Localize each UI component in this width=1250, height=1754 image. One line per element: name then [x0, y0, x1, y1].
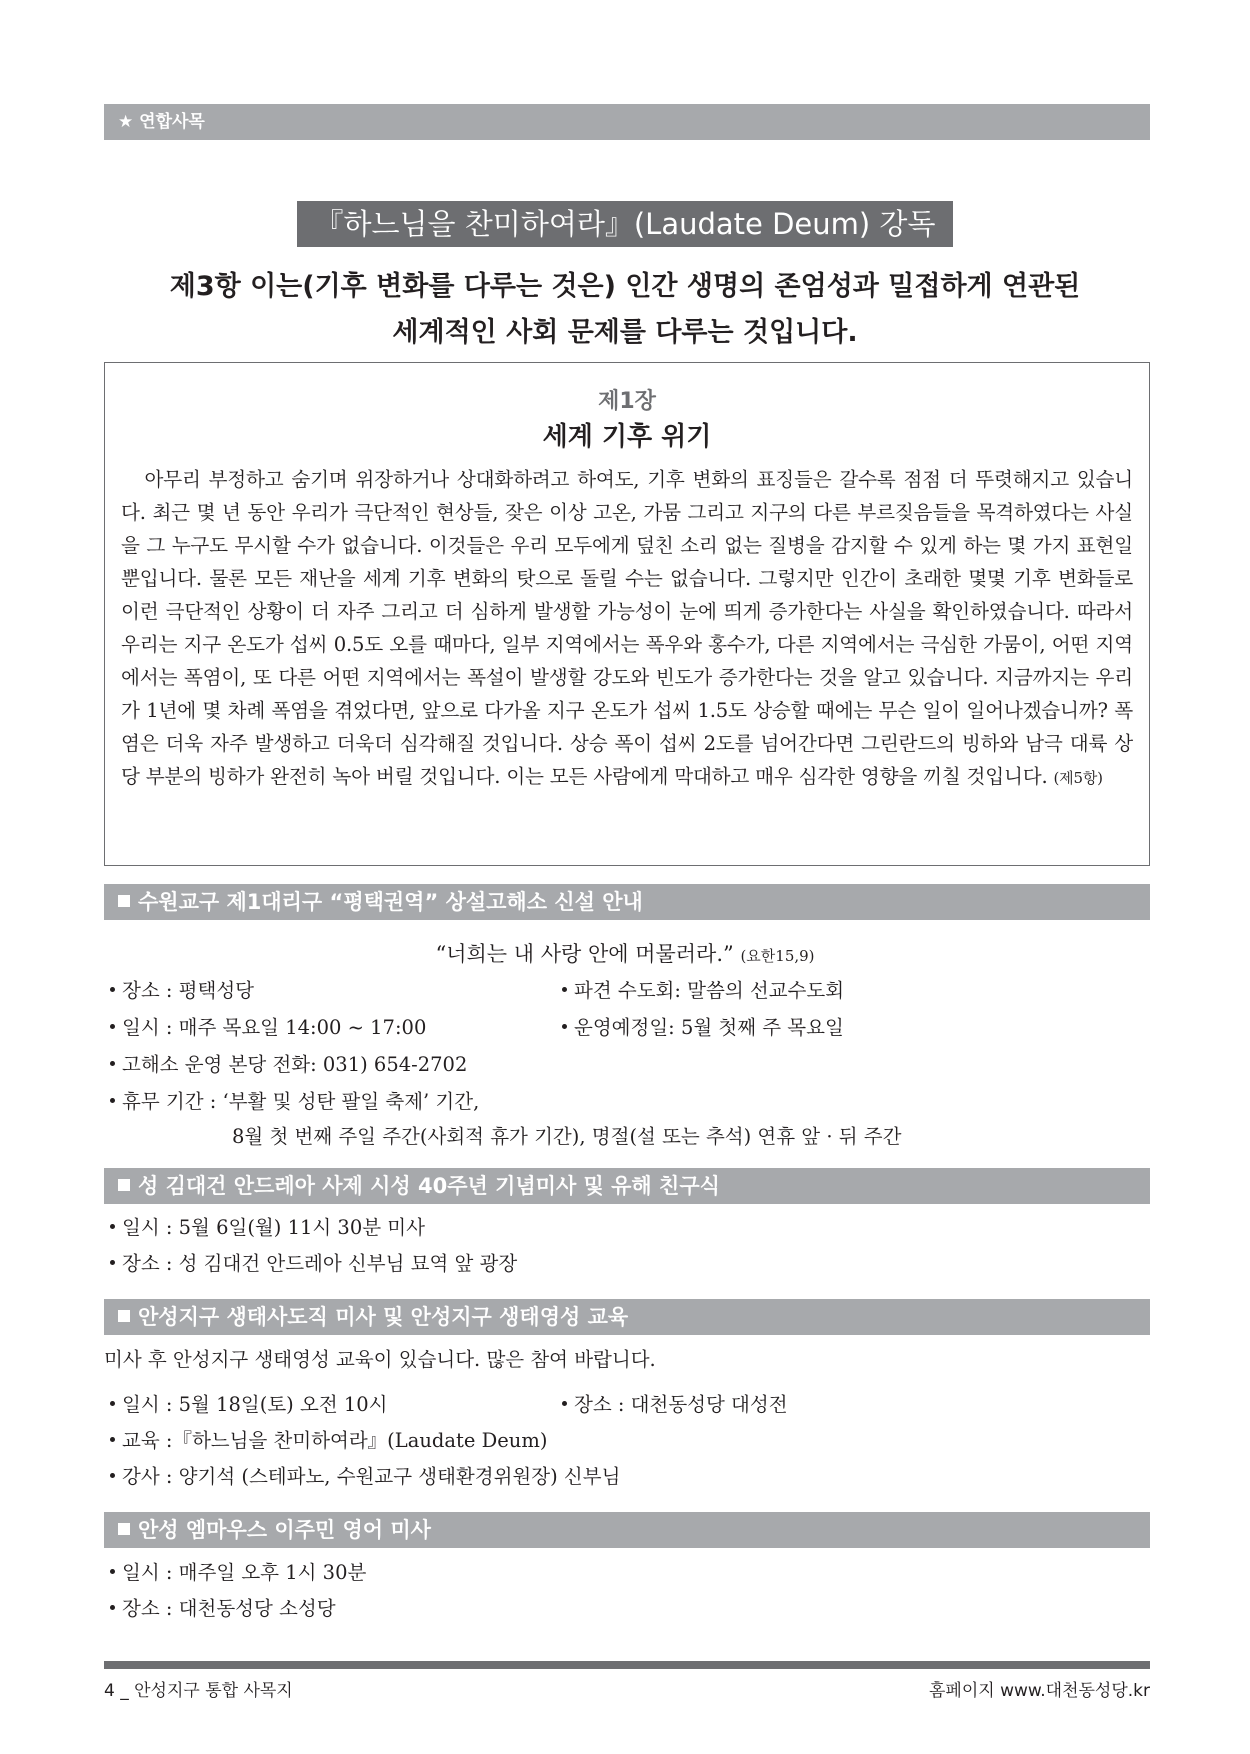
- square-bullet-icon: [118, 1310, 130, 1322]
- notice-confession-start-text: 운영예정일: 5월 첫째 주 목요일: [574, 1016, 844, 1039]
- notice-confession-closed-text: 휴무 기간 : ‘부활 및 성탄 팔일 축제’ 기간,: [122, 1090, 480, 1113]
- excerpt-body: [121, 463, 1133, 795]
- notice-ecology-lecturer: [110, 1460, 620, 1494]
- bible-verse-ref: (요한15,9): [740, 947, 815, 965]
- bullet-icon: [110, 1260, 115, 1265]
- bullet-icon: [110, 1401, 115, 1406]
- notice-ecology-heading: 안성지구 생태사도직 미사 및 안성지구 생태영성 교육: [138, 1305, 629, 1329]
- notice-ecology-lecturer-text: 강사 : 양기석 (스테파노, 수원교구 생태환경위원장) 신부님: [122, 1465, 621, 1488]
- notice-anniversary-heading-bar: [104, 1168, 1150, 1204]
- chapter-title: 세계 기후 위기: [542, 422, 712, 452]
- bullet-icon: [110, 1224, 115, 1229]
- excerpt-text: 아무리 부정하고 숨기며 위장하거나 상대화하려고 하여도, 기후 변화의 표징들은 갈수록 점점 더 뚜렷해지고 있습니다. 최근 몇 년 동안 우리가 극단적인 현상들, 잦은 이상 고온, 가뭄 그리고 지구의 다른 부르짖음들을 목격하였다는 사실을 그 누구도 무시할 수가 없습니다. 이것들은 우리 모두에게 덮친 소리 없는 질병을 감지할 수 있게 하는 몇 가지 표현일 뿐입니다. 물론 모든 재난을 세계 기후 변화의 탓으로 돌릴 수는 없습니다. 그렇지만 인간이 초래한 몇몇 기후 변화들로 이런 극단적인 상황이 더 자주 그리고 더 심하게 발생할 가능성이 눈에 띄게 증가한다는 사실을 확인하였습니다. 따라서 우리는 지구 온도가 섭씨 0.5도 오를 때마다, 일부 지역에서는 폭우와 홍수가, 다른 지역에서는 극심한 가뭄이, 어떤 지역에서는 폭염이, 또 다른 어떤 지역에서는 폭설이 발생할 강도와 빈도가 증가한다는 것을 알고 있습니다. 지금까지는 우리가 1년에 몇 차례 폭염을 겪었다면, 앞으로 다가올 지구 온도가 섭씨 1.5도 상승할 때에는 무슨 일이 일어나겠습니까? 폭염은 더욱 자주 발생하고 더욱더 심각해질 것입니다. 상승 폭이 섭씨 2도를 넘어간다면 그린란드의 빙하와 남극 대륙 상당 부분의 빙하가 완전히 녹아 버릴 것입니다. 이는 모든 사람에게 막대하고 매우 심각한 영향을 끼칠 것입니다.: [121, 468, 1133, 788]
- article-subtitle-line1: 제3항 이는(기후 변화를 다루는 것은) 인간 생명의 존엄성과 밀접하게 연관된: [169, 271, 1081, 302]
- bullet-icon: [110, 1473, 115, 1478]
- notice-confession-phone-text: 고해소 운영 본당 전화: 031) 654-2702: [122, 1053, 468, 1076]
- notice-confession-heading: 수원교구 제1대리구 “평택권역” 상설고해소 신설 안내: [138, 890, 643, 914]
- square-bullet-icon: [118, 895, 130, 907]
- notice-ecology-edu-text: 교육 :『하느님을 찬미하여라』(Laudate Deum): [122, 1429, 548, 1452]
- notice-english-mass-time-text: 일시 : 매주일 오후 1시 30분: [122, 1561, 367, 1584]
- article-subtitle: [0, 264, 1250, 356]
- bullet-icon: [110, 1605, 115, 1610]
- excerpt-reference: (제5항): [1053, 769, 1103, 787]
- footer-divider: [104, 1661, 1150, 1669]
- notice-english-mass-heading-bar: [104, 1512, 1150, 1548]
- square-bullet-icon: [118, 1523, 130, 1535]
- bible-verse-text: “너희는 내 사랑 안에 머물러라.”: [435, 942, 734, 966]
- notice-confession-heading-bar: [104, 884, 1150, 920]
- bullet-icon: [110, 987, 115, 992]
- bible-verse: [0, 936, 1250, 974]
- bullet-icon: [562, 987, 567, 992]
- notice-ecology-place-text: 장소 : 대천동성당 대성전: [574, 1393, 788, 1416]
- notice-ecology-intro: 미사 후 안성지구 생태영성 교육이 있습니다. 많은 참여 바랍니다.: [104, 1348, 656, 1371]
- article-title: 『하느님을 찬미하여라』(Laudate Deum) 강독: [297, 201, 954, 247]
- notice-ecology-time-text: 일시 : 5월 18일(토) 오전 10시: [122, 1393, 388, 1416]
- notice-confession-phone: [110, 1048, 467, 1082]
- notice-confession-place: [110, 974, 254, 1008]
- footer-homepage: 홈페이지 www.대천동성당.kr: [929, 1681, 1150, 1701]
- bullet-icon: [110, 1569, 115, 1574]
- notice-english-mass-place: [110, 1592, 336, 1626]
- notice-english-mass-heading: 안성 엠마우스 이주민 영어 미사: [138, 1518, 431, 1542]
- notice-anniversary-time: [110, 1211, 425, 1245]
- bullet-icon: [110, 1437, 115, 1442]
- notice-confession-order-text: 파견 수도회: 말씀의 선교수도회: [574, 979, 845, 1002]
- notice-ecology-edu: [110, 1424, 547, 1458]
- notice-anniversary-place: [110, 1247, 517, 1281]
- notice-anniversary-time-text: 일시 : 5월 6일(월) 11시 30분 미사: [122, 1216, 425, 1239]
- notice-english-mass-place-text: 장소 : 대천동성당 소성당: [122, 1597, 336, 1620]
- article-subtitle-line2: 세계적인 사회 문제를 다루는 것입니다.: [392, 317, 858, 348]
- square-bullet-icon: [118, 1179, 130, 1191]
- notice-english-mass-time: [110, 1556, 366, 1590]
- notice-confession-start: [562, 1011, 844, 1045]
- notice-confession-place-text: 장소 : 평택성당: [122, 979, 254, 1002]
- excerpt-box: [104, 362, 1150, 866]
- bullet-icon: [110, 1061, 115, 1066]
- article-title-wrap: [0, 201, 1250, 247]
- notice-confession-closed: [110, 1085, 479, 1119]
- bullet-icon: [110, 1024, 115, 1029]
- bullet-icon: [110, 1098, 115, 1103]
- notice-confession-closed-cont: 8월 첫 번째 주일 주간(사회적 휴가 기간), 명절(설 또는 추석) 연휴 앞 · 뒤 주간: [232, 1125, 902, 1148]
- notice-ecology-heading-bar: [104, 1299, 1150, 1335]
- notice-anniversary-heading: 성 김대건 안드레아 사제 시성 40주년 기념미사 및 유해 친구식: [138, 1174, 720, 1198]
- section-label: ★ 연합사목: [118, 112, 205, 132]
- notice-confession-time: [110, 1011, 426, 1045]
- notice-confession-time-text: 일시 : 매주 목요일 14:00 ~ 17:00: [122, 1016, 427, 1039]
- section-label-bar: [104, 104, 1150, 140]
- footer-page-info: 4 _ 안성지구 통합 사목지: [104, 1681, 293, 1701]
- notice-confession-order: [562, 974, 844, 1008]
- notice-anniversary-place-text: 장소 : 성 김대건 안드레아 신부님 묘역 앞 광장: [122, 1252, 518, 1275]
- bullet-icon: [562, 1024, 567, 1029]
- chapter-number: 제1장: [598, 389, 656, 414]
- bullet-icon: [562, 1401, 567, 1406]
- notice-ecology-place: [562, 1388, 788, 1422]
- notice-ecology-time: [110, 1388, 388, 1422]
